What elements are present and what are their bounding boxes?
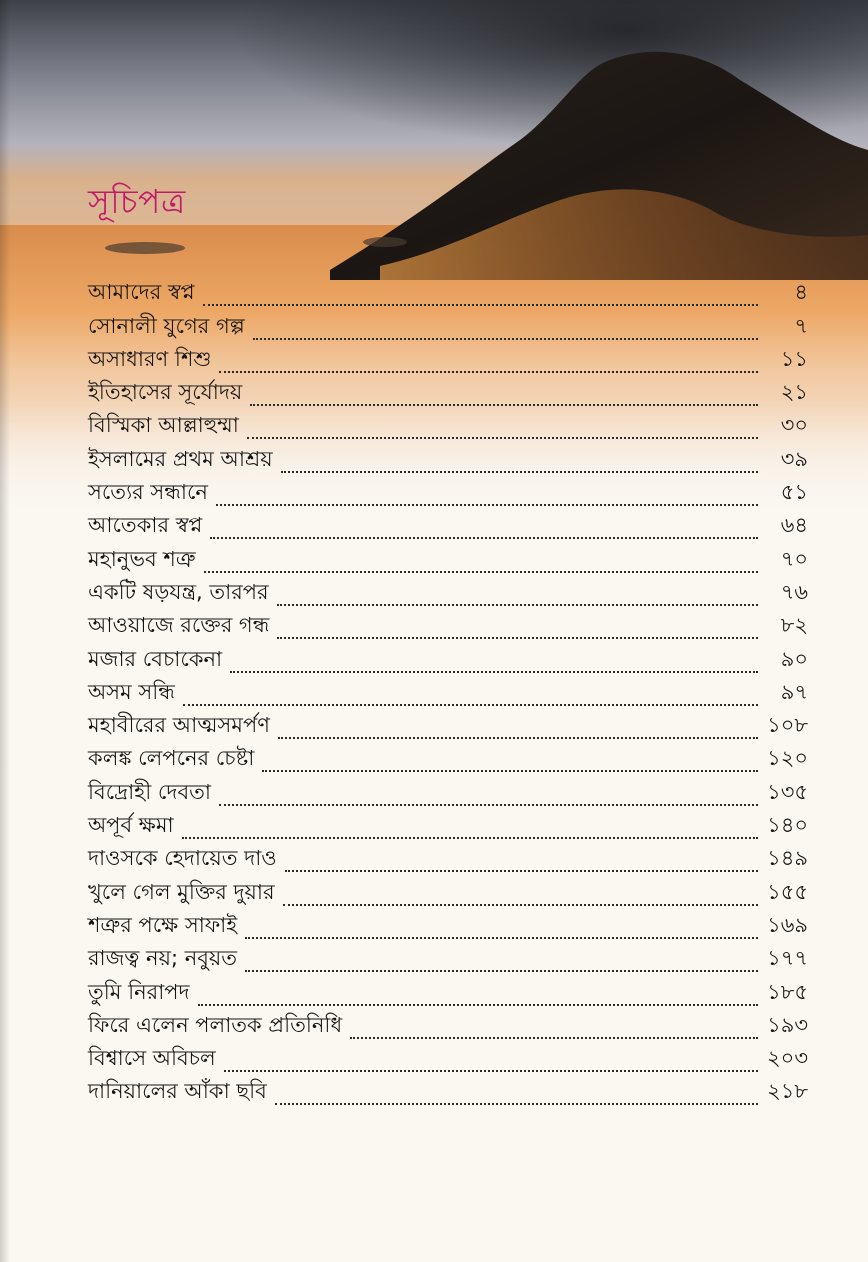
toc-entry-title: দাওসকে হেদায়েত দাও (88, 846, 277, 871)
toc-dot-leader (182, 837, 758, 839)
toc-entry-page-number: ১০৮ (767, 713, 808, 738)
toc-dot-leader (285, 870, 758, 872)
toc-entry-title: আতেকার স্বপ্ন (88, 513, 203, 538)
toc-dot-leader (247, 437, 758, 439)
toc-entry[interactable] (88, 515, 808, 548)
toc-entry-title: ইসলামের প্রথম আশ্রয় (88, 446, 273, 471)
toc-dot-leader (216, 504, 758, 506)
toc-entry-page-number: ২০৩ (767, 1046, 808, 1071)
toc-dot-leader (204, 571, 758, 573)
toc-entry-title: ইতিহাসের সূর্যোদয় (88, 380, 243, 405)
toc-entry-title: বিস্মিকা আল্লাহুম্মা (88, 413, 239, 438)
toc-entry-page-number: ৬৪ (780, 513, 808, 538)
toc-entry-title: সত্যের সন্ধানে (88, 480, 208, 505)
toc-entry-title: অপূর্ব ক্ষমা (88, 813, 174, 838)
toc-dot-leader (350, 1037, 758, 1039)
toc-entry-page-number: ১৭৭ (767, 946, 808, 971)
toc-dot-leader (283, 904, 759, 906)
toc-entry-title: শত্রুর পক্ষে সাফাই (88, 912, 238, 937)
toc-entry-page-number: ৯৭ (780, 679, 808, 704)
toc-entry-title: অসম সন্ধি (88, 679, 175, 704)
toc-entry-title: মহাবীরের আত্মসমর্পণ (88, 713, 270, 738)
toc-dot-leader (183, 704, 758, 706)
toc-dot-leader (224, 1070, 758, 1072)
toc-dot-leader (281, 471, 758, 473)
toc-entry-page-number: ১৮৫ (767, 979, 808, 1004)
toc-entry-page-number: ৯০ (780, 646, 808, 671)
toc-entry-page-number: ১১ (780, 346, 808, 371)
toc-entry-title: মজার বেচাকেনা (88, 646, 223, 671)
toc-entry-page-number: ১৫৫ (767, 879, 808, 904)
toc-entry-title: খুলে গেল মুক্তির দুয়ার (88, 879, 275, 904)
toc-entry-page-number: ৩৯ (780, 446, 808, 471)
toc-entry[interactable] (88, 781, 808, 814)
toc-entry-page-number: ৭০ (780, 546, 808, 571)
toc-entry-title: তুমি নিরাপদ (88, 979, 190, 1004)
toc-entry-page-number: ৮২ (780, 613, 808, 638)
toc-dot-leader (210, 537, 758, 539)
toc-entry-title: আওয়াজে রক্তের গন্ধ (88, 613, 270, 638)
toc-entry-page-number: ১৬৯ (767, 912, 808, 937)
toc-entry[interactable] (88, 1081, 808, 1114)
toc-entry-page-number: ১৪৯ (767, 846, 808, 871)
toc-entry-title: দানিয়ালের আঁকা ছবি (88, 1079, 267, 1104)
toc-entry-page-number: ৫১ (780, 480, 808, 505)
toc-dot-leader (198, 1004, 758, 1006)
toc-entry-page-number: ২১৮ (767, 1079, 808, 1104)
toc-entry-page-number: ১৪০ (767, 813, 808, 838)
toc-dot-leader (275, 1103, 758, 1105)
toc-entry-page-number: ৭ (794, 313, 808, 338)
page-title: সূচিপত্র (88, 182, 186, 221)
toc-entry-page-number: ১৩৫ (767, 779, 808, 804)
toc-entry-title: সোনালী যুগের গল্প (88, 313, 245, 338)
toc-entry-title: ফিরে এলেন পলাতক প্রতিনিধি (88, 1012, 343, 1037)
toc-entry-page-number: ১৯৩ (767, 1012, 808, 1037)
toc-entry-title: কলঙ্ক লেপনের চেষ্টা (88, 746, 255, 771)
toc-dot-leader (230, 671, 758, 673)
toc-entry-page-number: ৭৬ (780, 579, 808, 604)
toc-dot-leader (253, 338, 758, 340)
toc-dot-leader (245, 970, 758, 972)
toc-dot-leader (262, 770, 758, 772)
toc-entry-title: বিদ্রোহী দেবতা (88, 779, 211, 804)
toc-entry-title: অসাধারণ শিশু (88, 346, 212, 371)
toc-entry-page-number: ৪ (794, 280, 808, 305)
toc-entry[interactable] (88, 948, 808, 981)
toc-dot-leader (245, 937, 758, 939)
toc-dot-leader (278, 737, 758, 739)
toc-dot-leader (219, 371, 758, 373)
toc-entry-page-number: ১২০ (767, 746, 808, 771)
toc-entry-title: একটি ষড়যন্ত্র, তারপর (88, 579, 269, 604)
toc-entry-title: আমাদের স্বপ্ন (88, 280, 195, 305)
toc-entry[interactable] (88, 648, 808, 681)
table-of-contents (88, 282, 808, 1114)
page-spine-shadow (0, 0, 10, 1262)
toc-dot-leader (219, 804, 758, 806)
toc-dot-leader (277, 637, 758, 639)
toc-entry-title: বিশ্বাসে অবিচল (88, 1046, 216, 1071)
toc-entry-page-number: ৩০ (780, 413, 808, 438)
toc-entry-page-number: ২১ (780, 380, 808, 405)
toc-dot-leader (203, 304, 758, 306)
toc-entry-title: মহানুভব শত্রু (88, 546, 196, 571)
toc-dot-leader (277, 604, 758, 606)
toc-dot-leader (250, 404, 758, 406)
toc-entry-title: রাজত্ব নয়; নবুয়ত (88, 946, 238, 971)
